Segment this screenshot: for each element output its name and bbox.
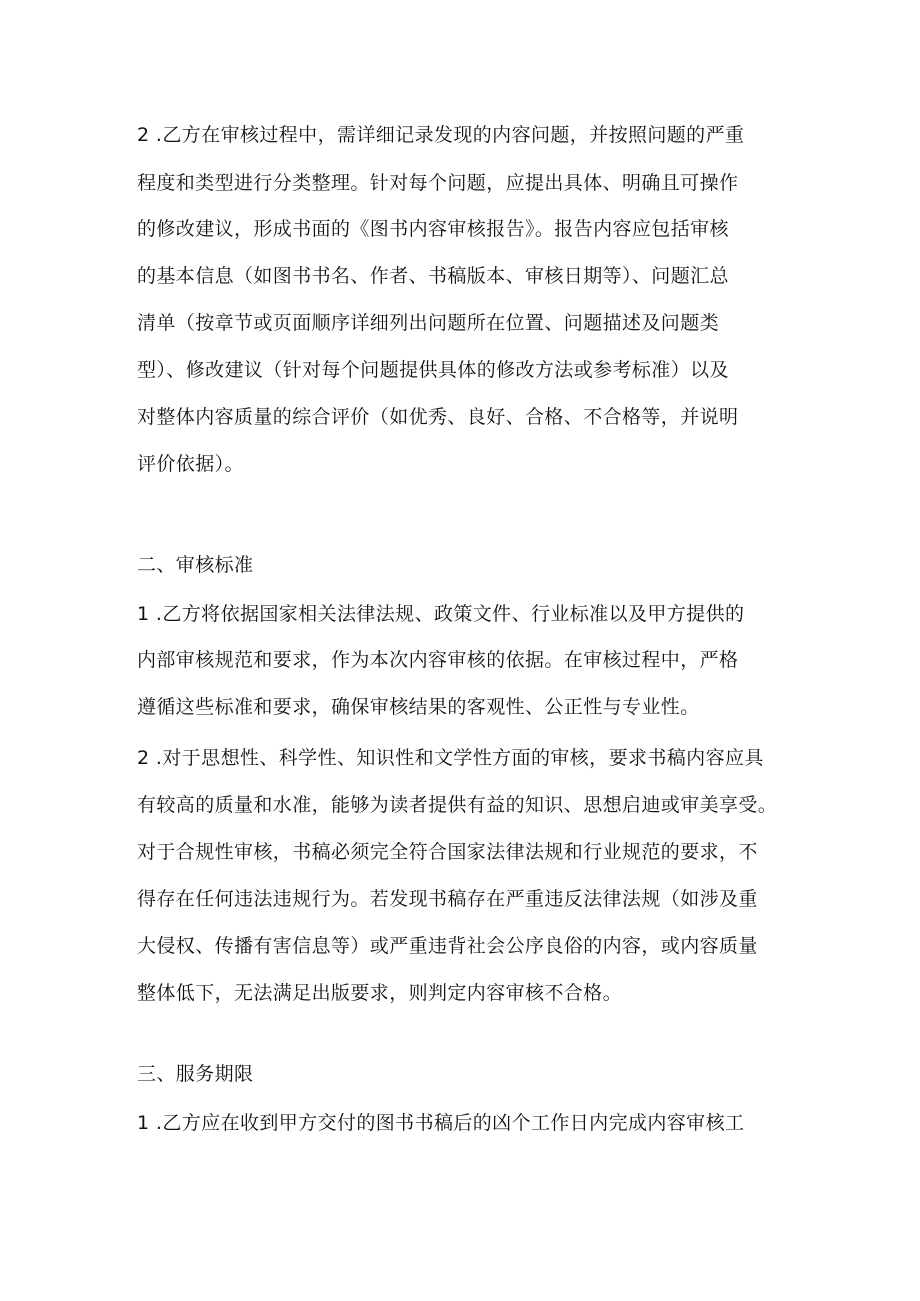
paragraph-line: 1 .乙方将依据国家相关法律法规、政策文件、行业标准以及甲方提供的 <box>137 603 745 625</box>
paragraph-line: 的基本信息（如图书书名、作者、书稿版本、审核日期等）、问题汇总 <box>137 265 729 287</box>
section-heading: 三、服务期限 <box>137 1063 254 1085</box>
paragraph-line: 遵循这些标准和要求，确保审核结果的客观性、公正性与专业性。 <box>137 696 700 718</box>
paragraph-line: 2 .乙方在审核过程中，需详细记录发现的内容问题，并按照问题的严重 <box>137 124 745 146</box>
paragraph-line: 程度和类型进行分类整理。针对每个问题，应提出具体、明确且可操作 <box>137 172 739 194</box>
section-heading: 二、审核标准 <box>137 554 254 576</box>
paragraph-line: 对整体内容质量的综合评价（如优秀、良好、合格、不合格等，并说明 <box>137 406 739 428</box>
paragraph-line: 得存在任何违法违规行为。若发现书稿存在严重违反法律法规（如涉及重 <box>137 888 758 910</box>
paragraph-line: 大侵权、传播有害信息等）或严重违背社会公序良俗的内容，或内容质量 <box>137 935 758 957</box>
paragraph-line: 有较高的质量和水准，能够为读者提供有益的知识、思想启迪或审美享受。 <box>137 794 778 816</box>
paragraph-line: 清单（按章节或页面顺序详细列出问题所在位置、问题描述及问题类 <box>137 312 720 334</box>
paragraph-line: 整体低下，无法满足出版要求，则判定内容审核不合格。 <box>137 982 623 1004</box>
paragraph-line: 型）、修改建议（针对每个问题提供具体的修改方法或参考标准）以及 <box>137 359 729 381</box>
paragraph-line: 内部审核规范和要求，作为本次内容审核的依据。在审核过程中，严格 <box>137 649 739 671</box>
paragraph-line: 对于合规性审核，书稿必须完全符合国家法律法规和行业规范的要求，不 <box>137 841 758 863</box>
paragraph-line: 评价依据）。 <box>137 453 244 475</box>
paragraph-line: 的修改建议，形成书面的《图书内容审核报告》。报告内容应包括审核 <box>137 218 729 240</box>
paragraph-line: 1 .乙方应在收到甲方交付的图书书稿后的凶个工作日内完成内容审核工 <box>137 1112 745 1134</box>
paragraph-line: 2 .对于思想性、科学性、知识性和文学性方面的审核，要求书稿内容应具 <box>137 747 764 769</box>
